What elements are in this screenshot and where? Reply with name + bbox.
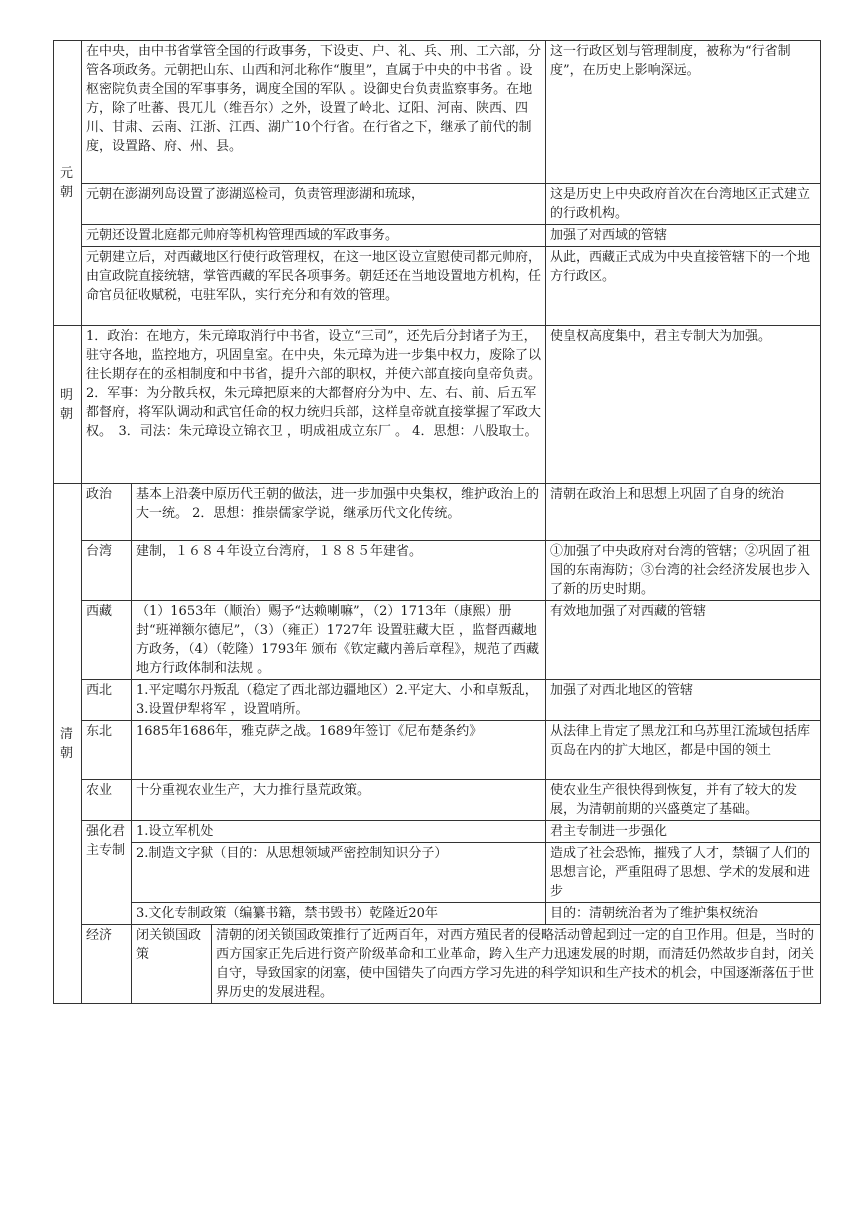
ming-note: 使皇权高度集中，君主专制大为加强。: [546, 326, 821, 484]
yuan-penghu-content: 元朝在澎湖列岛设置了澎湖巡检司，负责管理澎湖和琉球，: [82, 184, 546, 225]
yuan-xiyu-content: 元朝还设置北庭都元帅府等机构管理西域的军政事务。: [82, 225, 546, 247]
qing-autocracy-item: 2.制造文字狱（目的：从思想领域严密控制知识分子）: [132, 843, 546, 903]
qing-topic: 经济: [82, 925, 132, 1004]
era-label: 明朝: [59, 387, 75, 422]
qing-taiwan-content: 建制，１６８４年设立台湾府，１８８５年建省。: [132, 541, 546, 601]
table-row: [54, 843, 821, 903]
qing-topic: 东北: [82, 721, 132, 780]
qing-subtopic: 闭关锁国政策: [132, 925, 212, 1004]
yuan-penghu-note: 这是历史上中央政府首次在台湾地区正式建立的行政机构。: [546, 184, 821, 225]
qing-economy-content: 清朝的闭关锁国政策推行了近两百年，对西方殖民者的侵略活动曾起到过一定的自卫作用。但是，当时的西方国家正先后进行资产阶级革命和工业革命，跨入生产力迅速发展的时期，而清廷仍然故步自封，闭关自守，导致国家的闭塞，使中国错失了向西方学习先进的科学知识和生产技术的机会，中国逐渐落伍于世界历史的发展进程。: [212, 925, 821, 1004]
qing-politics-content: 基本上沿袭中原历代王朝的做法，进一步加强中央集权，维护政治上的大一统。 2．思想：推崇儒家学说，继承历代文化传统。: [132, 484, 546, 541]
table-row: [54, 680, 821, 721]
era-label: 清朝: [59, 726, 75, 761]
yuan-xiyu-note: 加强了对西域的管辖: [546, 225, 821, 247]
qing-taiwan-note: ①加强了中央政府对台湾的管辖；②巩固了祖国的东南海防；③台湾的社会经济发展也步入了新的历史时期。: [546, 541, 821, 601]
table-row: [54, 484, 821, 541]
qing-northeast-note: 从法律上肯定了黑龙江和乌苏里江流域包括库页岛在内的扩大地区，都是中国的领土: [546, 721, 821, 780]
table-row: [54, 184, 821, 225]
qing-topic: 西藏: [82, 601, 132, 680]
ming-content: 1．政治：在地方，朱元璋取消行中书省，设立“三司”，还先后分封诸子为王，驻守各地，监控地方，巩固皇室。在中央，朱元璋为进一步集中权力，废除了以往长期存在的丞相制度和中书省，提升六部的职权，并使六部直接向皇帝负责。 2．军事：为分散兵权，朱元璋把原来的大都督府分为中、左、右、前、后五军都督府，将军队调动和武官任命的权力统归兵部，这样皇帝就直接掌握了军政大权。 3．司法：朱元璋设立锦衣卫 ，明成祖成立东厂 。 4．思想：八股取士。: [82, 326, 546, 484]
qing-agriculture-content: 十分重视农业生产，大力推行垦荒政策。: [132, 780, 546, 821]
qing-agriculture-note: 使农业生产很快得到恢复，并有了较大的发展，为清朝前期的兴盛奠定了基础。: [546, 780, 821, 821]
yuan-admin-content: 在中央，由中书省掌管全国的行政事务，下设吏、户、礼、兵、刑、工六部，分管各项政务。元朝把山东、山西和河北称作“腹里”，直属于中央的中书省 。设枢密院负责全国的军事事务，调度全国的军队 。设御史台负责监察事务。在地方，除了吐蕃、畏兀儿（维吾尔）之外，设置了岭北、辽阳、河南、陕西、四川、甘肃、云南、江浙、江西、湖广10个行省。在行省之下，继承了前代的制度，设置路、府、州、县。: [82, 41, 546, 184]
history-table: [53, 40, 821, 1004]
qing-topic: 强化君主专制: [82, 821, 132, 925]
yuan-admin-note: 这一行政区划与管理制度，被称为“行省制度”，在历史上影响深远。: [546, 41, 821, 184]
table-row: [54, 41, 821, 184]
qing-topic: 西北: [82, 680, 132, 721]
table-row: [54, 780, 821, 821]
qing-topic: 政治: [82, 484, 132, 541]
table-row: [54, 326, 821, 484]
qing-topic: 台湾: [82, 541, 132, 601]
era-qing: [54, 484, 82, 1004]
yuan-tibet-note: 从此，西藏正式成为中央直接管辖下的一个地方行政区。: [546, 247, 821, 326]
table-row: [54, 541, 821, 601]
qing-autocracy-note: 造成了社会恐怖，摧残了人才，禁锢了人们的思想言论，严重阻碍了思想、学术的发展和进步: [546, 843, 821, 903]
qing-topic: 农业: [82, 780, 132, 821]
table-row: [54, 247, 821, 326]
era-yuan: [54, 41, 82, 326]
qing-northeast-content: 1685年1686年，雅克萨之战。1689年签订《尼布楚条约》: [132, 721, 546, 780]
qing-northwest-content: 1.平定噶尔丹叛乱（稳定了西北部边疆地区）2.平定大、小和卓叛乱，3.设置伊犁将军 ，设置哨所。: [132, 680, 546, 721]
yuan-tibet-content: 元朝建立后，对西藏地区行使行政管理权，在这一地区设立宣慰使司都元帅府，由宣政院直接统辖，掌管西藏的军民各项事务。朝廷还在当地设置地方机构，任命官员征收赋税，屯驻军队，实行充分和有效的管理。: [82, 247, 546, 326]
table-row: [54, 925, 821, 1004]
table-row: [54, 821, 821, 843]
qing-autocracy-note: 目的：清朝统治者为了维护集权统治: [546, 903, 821, 925]
qing-tibet-content: （1）1653年（顺治）赐予“达赖喇嘛”，（2）1713年（康熙）册封“班禅额尔德尼”，（3）（雍正）1727年 设置驻藏大臣 ，监督西藏地方政务，（4）（乾隆）1793年 颁布《钦定藏内善后章程》，规范了西藏地方行政体制和法规 。: [132, 601, 546, 680]
era-label: 元朝: [59, 166, 75, 200]
qing-autocracy-item: 3.文化专制政策（编纂书籍，禁书毁书）乾隆近20年: [132, 903, 546, 925]
table-row: [54, 903, 821, 925]
era-ming: [54, 326, 82, 484]
table-row: [54, 225, 821, 247]
qing-politics-note: 清朝在政治上和思想上巩固了自身的统治: [546, 484, 821, 541]
qing-autocracy-item: 1.设立军机处: [132, 821, 546, 843]
table-row: [54, 601, 821, 680]
history-table-wrapper: [53, 40, 820, 1004]
qing-tibet-note: 有效地加强了对西藏的管辖: [546, 601, 821, 680]
qing-northwest-note: 加强了对西北地区的管辖: [546, 680, 821, 721]
qing-autocracy-note: 君主专制进一步强化: [546, 821, 821, 843]
table-row: [54, 721, 821, 780]
